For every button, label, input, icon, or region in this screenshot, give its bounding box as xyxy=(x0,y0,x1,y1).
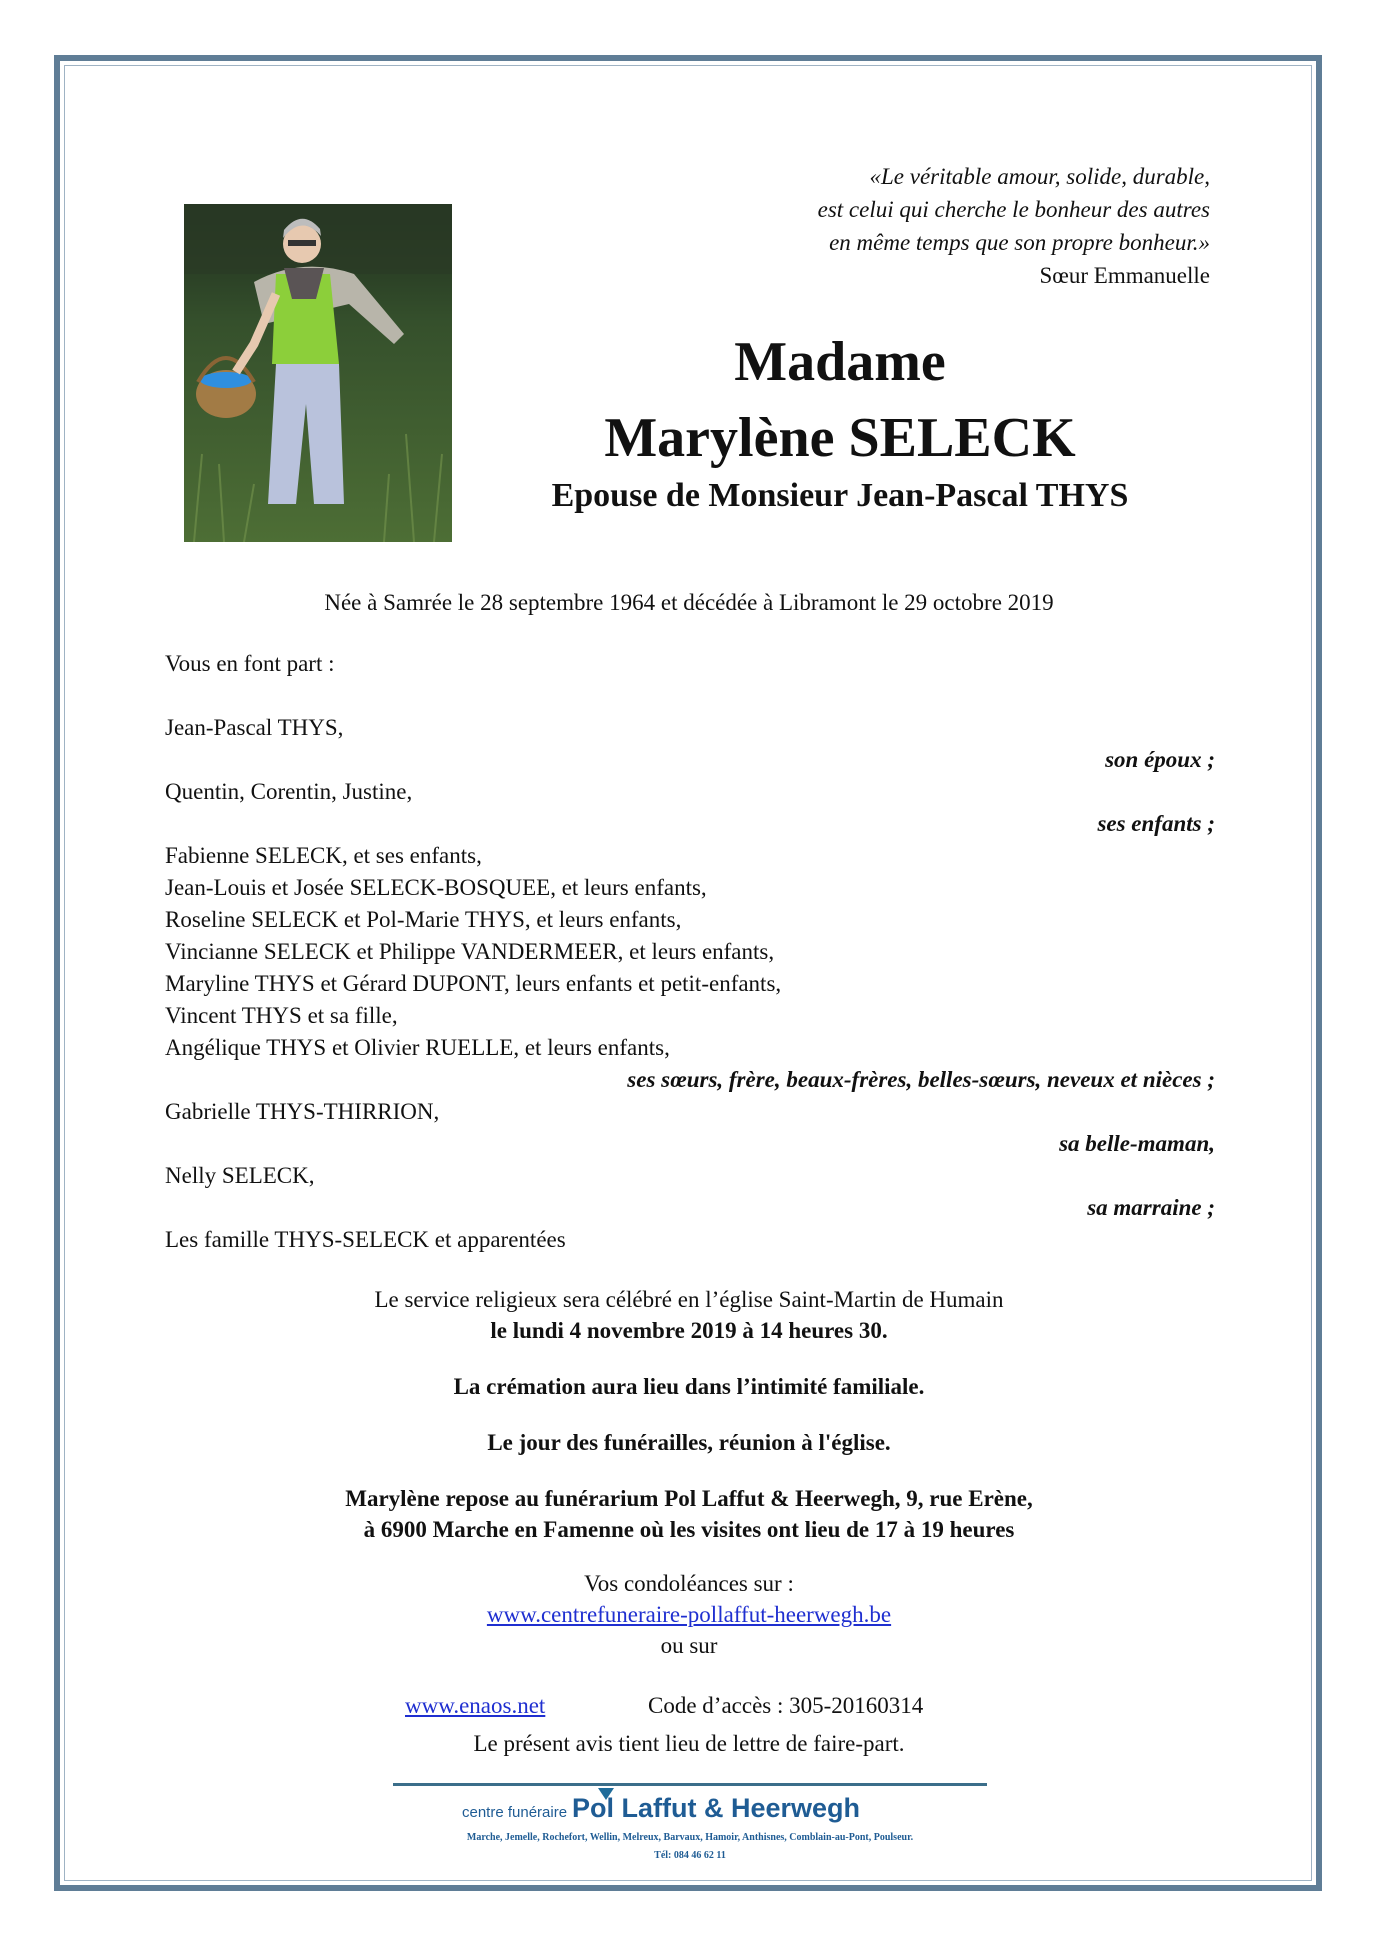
quote-author: Sœur Emmanuelle xyxy=(1039,263,1210,288)
funeral-home-logo xyxy=(390,1783,990,1873)
relation-label: ses sœurs, frère, beaux-frères, belles-sœurs, neveux et nièces ; xyxy=(627,1067,1215,1092)
relation-label: ses enfants ; xyxy=(1097,811,1215,836)
rest-line: à 6900 Marche en Famenne où les visites ont lieu de 17 à 19 heures xyxy=(363,1517,1015,1542)
family-member: Maryline THYS et Gérard DUPONT, leurs enfants et petit-enfants, xyxy=(165,971,782,996)
service-date: le lundi 4 novembre 2019 à 14 heures 30. xyxy=(490,1318,888,1343)
family-member: Gabrielle THYS-THIRRION, xyxy=(165,1099,440,1124)
family-intro: Vous en font part : xyxy=(165,651,335,676)
logo-phone: Tél: 084 46 62 11 xyxy=(654,1850,726,1861)
quote-block xyxy=(818,160,1210,292)
logo-name: Pol Laffut & Heerwegh xyxy=(572,1793,861,1823)
condolences-label: Vos condoléances sur : xyxy=(584,1571,794,1596)
family-member: Quentin, Corentin, Justine, xyxy=(165,779,413,804)
family-member: Les famille THYS-SELECK et apparentées xyxy=(165,1227,566,1252)
title-salutation: Madame xyxy=(734,331,946,393)
relation-label: son époux ; xyxy=(1105,747,1215,772)
enaos-link[interactable]: www.enaos.net xyxy=(405,1693,546,1718)
spacer xyxy=(165,680,1215,712)
logo-subtitle: centre funéraire xyxy=(462,1804,568,1821)
spouse-line: Epouse de Monsieur Jean-Pascal THYS xyxy=(551,477,1129,514)
family-member: Jean-Pascal THYS, xyxy=(165,715,344,740)
quote-line: «Le véritable amour, solide, durable, xyxy=(869,164,1210,189)
family-member: Angélique THYS et Olivier RUELLE, et leurs enfants, xyxy=(165,1035,670,1060)
family-member: Jean-Louis et Josée SELECK-BOSQUEE, et leurs enfants, xyxy=(165,875,707,900)
notice-line: Le présent avis tient lieu de lettre de faire-part. xyxy=(473,1731,905,1756)
family-member: Fabienne SELECK, et ses enfants, xyxy=(165,843,482,868)
service-line: Le service religieux sera célébré en l’église Saint-Martin de Humain xyxy=(374,1287,1004,1312)
birth-death-line: Née à Samrée le 28 septembre 1964 et décédée à Libramont le 29 octobre 2019 xyxy=(324,590,1054,615)
family-member: Nelly SELECK, xyxy=(165,1163,315,1188)
family-member: Vincianne SELECK et Philippe VANDERMEER, et leurs enfants, xyxy=(165,939,775,964)
quote-line: en même temps que son propre bonheur.» xyxy=(829,230,1210,255)
condolences-link-row xyxy=(130,1599,1248,1630)
portrait-photo xyxy=(184,204,452,542)
quote-line: est celui qui cherche le bonheur des autres xyxy=(817,197,1210,222)
relation-label: sa belle-maman, xyxy=(1059,1131,1215,1156)
logo-rule xyxy=(393,1783,987,1786)
deceased-name: Marylène SELECK xyxy=(604,407,1076,469)
cremation-line: La crémation aura lieu dans l’intimité familiale. xyxy=(453,1374,925,1399)
or-label: ou sur xyxy=(660,1633,718,1658)
meeting-line: Le jour des funérailles, réunion à l'église. xyxy=(487,1430,891,1455)
logo-places: Marche, Jemelle, Rochefort, Wellin, Melreux, Barvaux, Hamoir, Anthisnes, Comblain-au-Pont, Poulseur. xyxy=(466,1832,914,1843)
relation-label: sa marraine ; xyxy=(1087,1195,1215,1220)
family-member: Vincent THYS et sa fille, xyxy=(165,1003,398,1028)
access-code: Code d’accès : 305-20160314 xyxy=(648,1693,924,1718)
family-member: Roseline SELECK et Pol-Marie THYS, et leurs enfants, xyxy=(165,907,682,932)
rest-line: Marylène repose au funérarium Pol Laffut & Heerwegh, 9, rue Erène, xyxy=(345,1486,1033,1511)
family-list xyxy=(165,648,1215,1256)
condolences-link[interactable]: www.centrefuneraire-pollaffut-heerwegh.be xyxy=(486,1602,892,1627)
